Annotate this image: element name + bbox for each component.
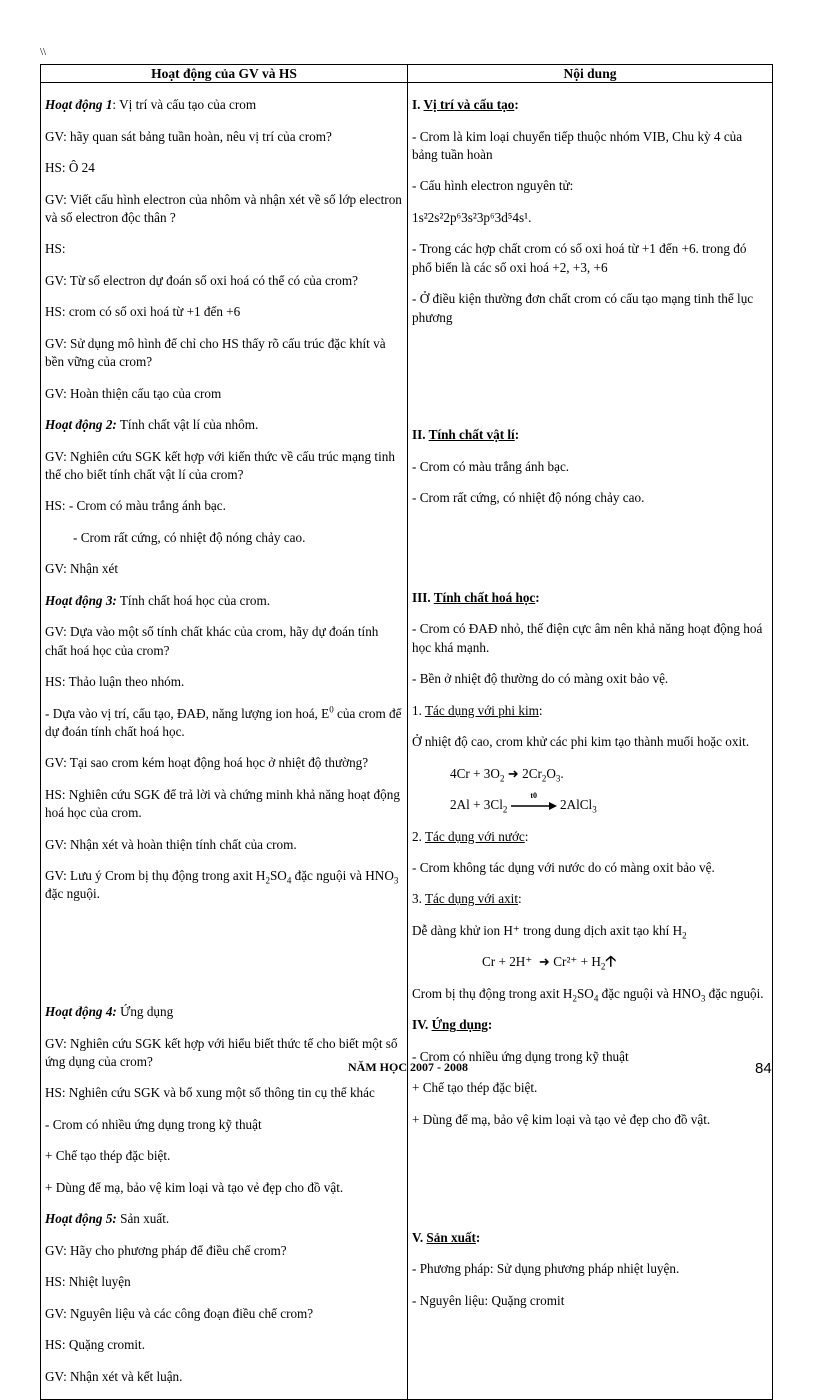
gas-up-arrow-icon: 🡡	[605, 954, 617, 971]
text-line: - Crom có màu trắng ánh bạc.	[412, 458, 570, 474]
text-line: GV: Nhận xét và kết luận.	[45, 1368, 183, 1384]
equation: Cr + 2H⁺ ➜ $Cr^{2+} + H_2🡡$	[482, 954, 617, 973]
text-line: - Crom có nhiều ứng dụng trong kỹ thuật	[45, 1116, 262, 1132]
section-3-heading: III. Tính chất hoá học:	[412, 589, 540, 605]
text-line: HS: Ô 24	[45, 160, 95, 176]
text-line: GV: Hoàn thiện cấu tạo của crom	[45, 385, 222, 401]
subsection-heading: 2. Tác dụng với nước:	[412, 828, 529, 844]
footer-school-year: NĂM HỌC 2007 - 2008	[348, 1060, 468, 1074]
col-header-content: Nội dung	[408, 65, 773, 83]
text-line: GV: Nghiên cứu SGK kết hợp với hiểu biết thức tế cho biết một số ứng dụng của crom?	[45, 1035, 398, 1069]
section-5-heading: V. Sản xuất:	[412, 1229, 481, 1245]
content-cell	[408, 83, 773, 1400]
text-line: GV: Từ số electron dự đoán số oxi hoá có thể có của crom?	[45, 272, 358, 288]
text-line: - Phương pháp: Sử dụng phương pháp nhiệt luyện.	[412, 1261, 680, 1277]
text-line: - Crom là kim loại chuyển tiếp thuộc nhóm VIB, Chu kỳ 4 của bảng tuần hoàn	[412, 128, 743, 162]
lesson-table	[40, 64, 773, 1400]
activity-2-heading: Hoạt động 2: Tính chất vật lí của nhôm.	[45, 417, 259, 433]
text-line: 1s²2s²2p⁶3s²3p⁶3d⁵4s¹.	[412, 209, 532, 225]
text-line: + Dùng để mạ, bảo vệ kim loại và tạo vẻ đẹp cho đồ vật.	[45, 1179, 344, 1195]
text-line: HS:	[45, 241, 66, 257]
text-line: GV: hãy quan sát bảng tuần hoàn, nêu vị trí của crom?	[45, 128, 332, 144]
text-line: - Bền ở nhiệt độ thường do có màng oxit bảo vệ.	[412, 671, 669, 687]
text-line: - Dựa vào vị trí, cấu tạo, ĐAĐ, năng lượng ion hoá, $E^0$ của crom để dự đoán tính chất hoá học.	[45, 704, 402, 739]
equation: $4Cr + 3O_2$ ➜ $2Cr_2O_3$.	[450, 765, 564, 784]
activities-cell	[41, 83, 408, 1400]
text-line: - Crom rất cứng, có nhiệt độ nóng chảy cao.	[73, 529, 306, 545]
text-line: + Chế tạo thép đặc biệt.	[45, 1148, 171, 1164]
text-line: GV: Nghiên cứu SGK kết hợp với kiến thức về cấu trúc mạng tinh thể cho biết tính chất vật lí của crom?	[45, 448, 395, 482]
text-line: HS: Quặng cromit.	[45, 1337, 145, 1353]
table-body-row	[41, 83, 773, 1400]
activity-3-heading: Hoạt động 3: Tính chất hoá học của crom.	[45, 592, 271, 608]
table-header-row	[41, 65, 773, 83]
text-line: GV: Nhận xét	[45, 561, 119, 577]
activity-1-heading: Hoạt động 1: Vị trí và cấu tạo của crom	[45, 97, 257, 113]
text-line: GV: Nguyên liệu và các công đoạn điều chế crom?	[45, 1305, 314, 1321]
arrow-icon: ➜	[538, 954, 550, 970]
text-line: + Dùng để mạ, bảo vệ kim loại và tạo vẻ đẹp cho đồ vật.	[412, 1111, 711, 1127]
text-line: GV: Sử dụng mô hình để chỉ cho HS thấy rõ cấu trúc đặc khít và bền vững của crom?	[45, 335, 386, 370]
text-line: - Ở điều kiện thường đơn chất crom có cấu tạo mạng tinh thể lục phương	[412, 291, 754, 325]
text-line: - Nguyên liệu: Quặng cromit	[412, 1292, 565, 1308]
section-1-heading: I. Vị trí và cấu tạo:	[412, 97, 519, 113]
text-line: GV: Tại sao crom kém hoạt động hoá học ở nhiệt độ thường?	[45, 755, 369, 771]
page-number: 84	[755, 1060, 772, 1077]
text-line: HS: Nhiệt luyện	[45, 1274, 131, 1290]
text-line: HS: Thảo luận theo nhóm.	[45, 674, 185, 690]
subsection-heading: 1. Tác dụng với phi kim:	[412, 702, 543, 718]
text-line: - Crom rất cứng, có nhiệt độ nóng chảy cao.	[412, 490, 645, 506]
text-line: Crom bị thụ động trong axit $H_2SO_4$ đặc nguội và $HNO_3$ đặc nguội.	[412, 985, 764, 1004]
text-line: - Trong các hợp chất crom có số oxi hoá từ +1 đến +6. trong đó phổ biến là các số oxi hoá +2, +3, +6	[412, 241, 747, 275]
text-line: + Chế tạo thép đặc biệt.	[412, 1080, 538, 1096]
activity-5-heading: Hoạt động 5: Sản xuất.	[45, 1211, 170, 1227]
text-line: HS: Nghiên cứu SGK và bổ xung một số thông tin cụ thể khác	[45, 1085, 375, 1101]
section-4-heading: IV. Ứng dụng:	[412, 1017, 493, 1033]
text-line: HS: - Crom có màu trắng ánh bạc.	[45, 498, 226, 514]
subsection-heading: 3. Tác dụng với axit:	[412, 891, 522, 907]
text-line: - Crom không tác dụng với nước do có màng oxit bảo vệ.	[412, 859, 715, 875]
text-line: - Crom có ĐAĐ nhỏ, thế điện cực âm nên khả năng hoạt động hoá học khá mạnh.	[412, 621, 763, 655]
text-line: GV: Nhận xét và hoàn thiện tính chất của crom.	[45, 836, 297, 852]
text-line: GV: Dựa vào một số tính chất khác của crom, hãy dự đoán tính chất hoá học của crom?	[45, 624, 379, 658]
text-line: GV: Viết cấu hình electron của nhôm và nhận xét về số lớp electron và số electron độc thân ?	[45, 191, 402, 225]
activity-4-heading: Hoạt động 4: Ứng dụng	[45, 1004, 174, 1020]
text-line: HS: Nghiên cứu SGK để trả lời và chứng minh khả năng hoạt động hoá học của crom.	[45, 786, 400, 821]
section-2-heading: II. Tính chất vật lí:	[412, 427, 520, 443]
text-line: - Crom có nhiều ứng dụng trong kỹ thuật	[412, 1048, 629, 1064]
text-line: Ở nhiệt độ cao, crom khử các phi kim tạo thành muối hoặc oxit.	[412, 734, 750, 750]
condition-arrow: t0	[511, 796, 557, 814]
text-line: GV: Lưu ý Crom bị thụ động trong axit $H_2SO_4$ đặc nguội và $HNO_3$ đặc nguội.	[45, 868, 399, 902]
text-line: - Cấu hình electron nguyên tử:	[412, 178, 574, 194]
text-line: Dễ dàng khử ion H⁺ trong dung dịch axit tạo khí $H_2$	[412, 922, 687, 941]
equation: $2Al + 3Cl_2$ t0 2AlCl$_3$	[450, 791, 597, 815]
corner-mark: \\	[40, 46, 47, 58]
text-line: GV: Hãy cho phương pháp để điều chế crom?	[45, 1242, 287, 1258]
col-header-activities: Hoạt động của GV và HS	[41, 65, 408, 83]
text-line: HS: crom có số oxi hoá từ +1 đến +6	[45, 304, 241, 320]
arrow-icon: ➜	[507, 765, 519, 781]
